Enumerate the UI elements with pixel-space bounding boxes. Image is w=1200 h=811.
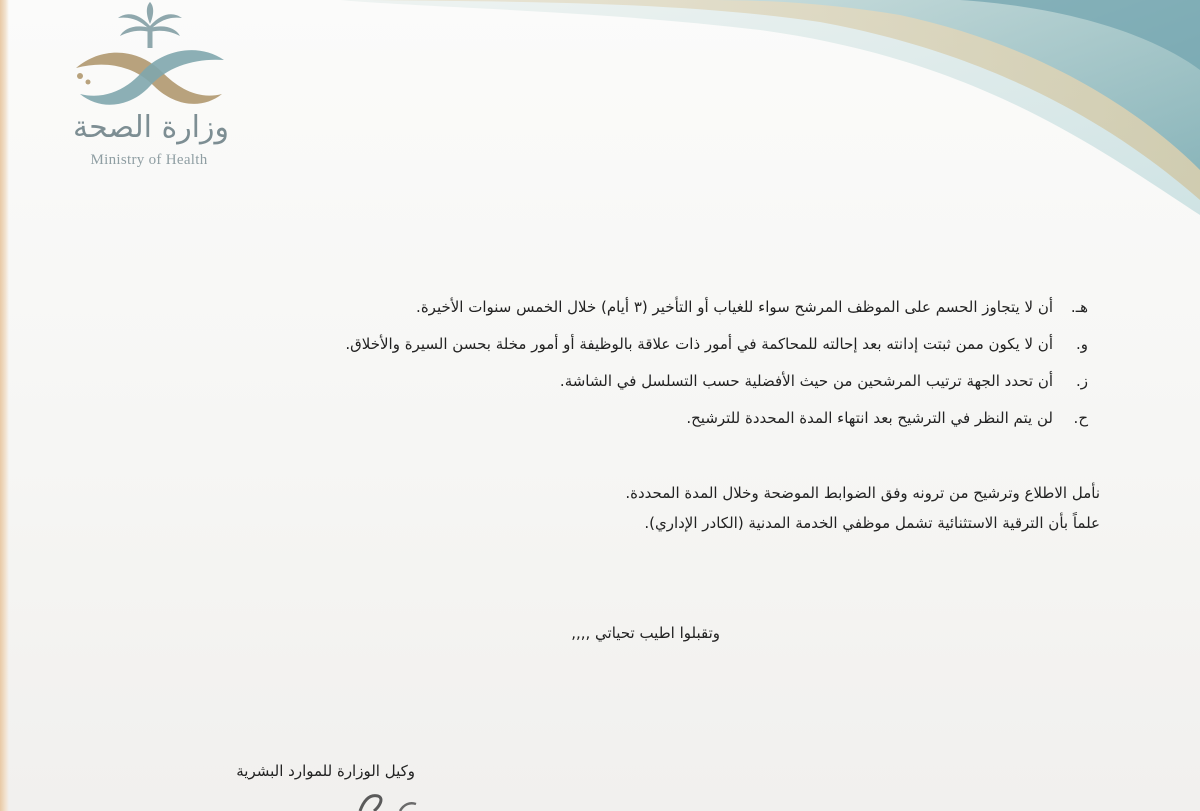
signatory-title: وكيل الوزارة للموارد البشرية bbox=[236, 762, 415, 780]
condition-item bbox=[158, 405, 1088, 431]
condition-item bbox=[158, 368, 1088, 394]
condition-text: أن تحدد الجهة ترتيب المرشحين من حيث الأفضلية حسب التسلسل في الشاشة. bbox=[559, 372, 1053, 390]
condition-item bbox=[158, 294, 1088, 320]
condition-item bbox=[158, 331, 1088, 357]
paper-edge bbox=[0, 0, 9, 811]
condition-letter: ز. bbox=[1075, 372, 1088, 390]
ministry-name-arabic: وزارة الصحة bbox=[73, 110, 229, 145]
letterhead-wave-art bbox=[340, 0, 1200, 215]
condition-letter: ح. bbox=[1073, 409, 1088, 427]
ministry-name-english: Ministry of Health bbox=[90, 152, 208, 168]
palm-tree-icon bbox=[118, 2, 182, 48]
condition-letter: و. bbox=[1075, 335, 1088, 353]
crossed-swords-icon bbox=[76, 50, 224, 105]
condition-text: أن لا يكون ممن ثبتت إدانته بعد إحالته للمحاكمة في أمور ذات علاقة بالوظيفة أو أمور مخلة بحسن السيرة والأخلاق. bbox=[345, 335, 1053, 353]
closing-greeting: وتقبلوا اطيب تحياتي ,,,, bbox=[571, 624, 720, 642]
signature-mark bbox=[300, 770, 420, 811]
body-paragraph bbox=[200, 478, 1100, 538]
ministry-logo-emblem bbox=[62, 2, 238, 174]
conditions-list bbox=[158, 294, 1088, 442]
condition-letter: هـ. bbox=[1070, 298, 1088, 316]
request-line: نأمل الاطلاع وترشيح من ترونه وفق الضوابط الموضحة وخلال المدة المحددة. bbox=[625, 484, 1100, 502]
condition-text: لن يتم النظر في الترشيح بعد انتهاء المدة المحددة للترشيح. bbox=[686, 409, 1053, 427]
note-line: علماً بأن الترقية الاستثنائية تشمل موظفي الخدمة المدنية (الكادر الإداري). bbox=[644, 514, 1100, 532]
condition-text: أن لا يتجاوز الحسم على الموظف المرشح سواء للغياب أو التأخير (٣ أيام) خلال الخمس سنوات الأخيرة. bbox=[416, 298, 1053, 316]
